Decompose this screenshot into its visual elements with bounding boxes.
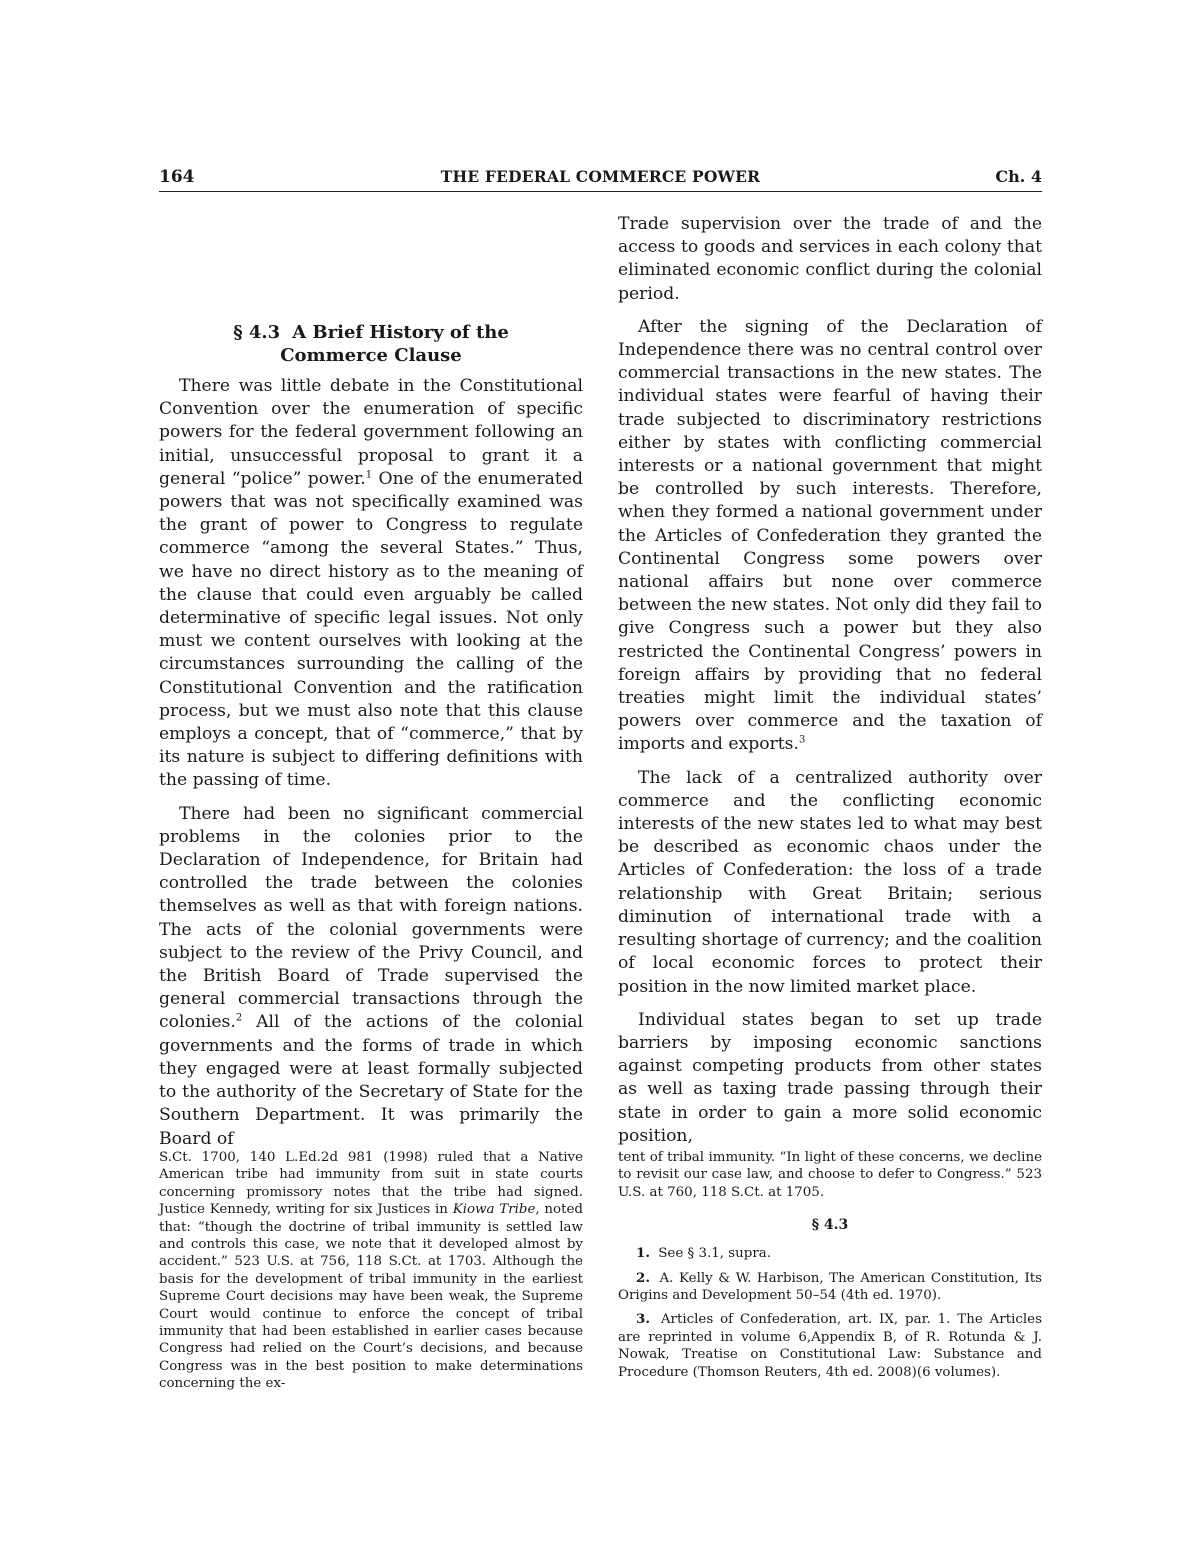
footnote-number: 2.	[636, 1269, 650, 1286]
paragraph-text: After the signing of the Declaration of Independence there was no central control over commercial transactions in the new states. The individual states were fearful of having their trade subjected to discriminatory restrictions either by states with conflicting commercial interests or a national government that might be controlled by such interests. Therefore, when they formed a national government under the Articles of Confederation they granted the Continental Congress some powers over national affairs but none over commerce between the new states. Not only did they fail to give Congress such a power but they also restricted the Continental Congress’ powers in foreign affairs by providing that no federal treaties might limit the individual states’ powers over commerce and the taxation of imports and exports.	[618, 316, 1042, 755]
paragraph	[159, 803, 583, 1151]
section-title-line2: Commerce Clause	[280, 345, 462, 366]
footnote-number: 1.	[636, 1245, 650, 1262]
paragraph-text: One of the enumerated powers that was not specifically examined was the grant of power to Congress to regulate commerce “among the several States.” Thus, we have no direct history as to the meaning of the clause that could even arguably be called determinative of specific legal issues. Not only must we content ourselves with looking at the circumstances surrounding the calling of the Constitutional Convention and the ratification process, but we must also note that this clause employs a concept, that of “commerce,” that by its nature is subject to differing definitions with the passing of time.	[159, 468, 583, 791]
footnote-ref: 2	[235, 1012, 243, 1024]
footnote-text: See § 3.1, supra.	[658, 1246, 771, 1262]
paragraph: Trade supervision over the trade of and the access to goods and services in each colony that eliminated economic conflict during the colonial period.	[618, 214, 1042, 304]
paragraph-text: All of the actions of the colonial governments and the forms of trade in which they engaged were at least formally subjected to the authority of the Secretary of State for the Southern Department. It was primarily the Board of	[159, 1012, 583, 1149]
running-header	[159, 167, 1042, 192]
section-title-line1: A Brief History of the	[292, 322, 509, 343]
footnote-text: Articles of Confederation, art. IX, par. 1. The Articles are reprinted in volume 6,Appendix B, of R. Rotunda & J. Nowak, Treatise on Constitutional Law: Substance and Procedure (Thomson Reuters, 4th ed. 2008)(6 volumes).	[618, 1312, 1042, 1380]
paragraph-text: There had been no significant commercial problems in the colonies prior to the Declaration of Independence, for Britain had controlled the trade between the colonies themselves as well as that with foreign nations. The acts of the colonial governments were subject to the review of the Privy Council, and the British Board of Trade supervised the general commercial transactions through the colonies.	[159, 803, 583, 1033]
section-heading	[159, 321, 583, 367]
footnote-ref: 1	[365, 469, 373, 481]
paragraph: The lack of a centralized authority over commerce and the conflicting economic interests of the new states led to what may best be described as economic chaos under the Articles of Confederation: the loss of a trade relationship with Great Britain; serious diminution of international trade with a resulting shortage of currency; and the coalition of local economic forces to protect their position in the now limited market place.	[618, 767, 1042, 997]
footnotes-right	[618, 1149, 1042, 1381]
footnote-continuation: tent of tribal immunity. “In light of these concerns, we decline to revisit our case law, and choose to defer to Congress.” 523 U.S. at 760, 118 S.Ct. at 1705.	[618, 1150, 1042, 1200]
footnote	[618, 1270, 1042, 1305]
paragraph	[159, 375, 583, 793]
footnote-text: A. Kelly & W. Harbison, The American Constitution, Its Origins and Development 50–54 (4th ed. 1970).	[618, 1270, 1042, 1304]
chapter-label: Ch. 4	[995, 167, 1042, 186]
footnote-section-heading: § 4.3	[811, 1217, 849, 1234]
section-number: § 4.3	[233, 322, 281, 343]
footnote	[618, 1245, 1042, 1262]
footnote-text: S.Ct. 1700, 140 L.Ed.2d 981 (1998) ruled that a Native American tribe had immunity from suit in state courts concerning promissory notes that the tribe had signed. Justice Kennedy, writing for six Justices in	[159, 1150, 583, 1218]
left-column	[159, 213, 583, 1161]
footnote-ref: 3	[798, 734, 806, 746]
page-number: 164	[159, 167, 195, 187]
right-column	[618, 213, 1042, 1158]
paragraph-text: There was little debate in the Constitutional Convention over the enumeration of specific powers for the federal government following an initial, unsuccessful proposal to grant it a general “police” power.	[159, 376, 583, 489]
footnote-text: , noted that: “though the doctrine of tribal immunity is settled law and controls this case, we note that it developed almost by accident.” 523 U.S. at 756, 118 S.Ct. at 1703. Although the basis for the development of tribal immunity in the earliest Supreme Court decisions may have been weak, the Supreme Court would continue to enforce the concept of tribal immunity that had been established in earlier cases because Congress had relied on the Court’s decisions, and because Congress was in the best position to make determinations concerning the ex-	[159, 1202, 583, 1392]
footnote	[618, 1311, 1042, 1381]
case-name: Kiowa Tribe	[452, 1202, 536, 1218]
footnote-number: 3.	[636, 1311, 650, 1328]
paragraph	[618, 316, 1042, 757]
running-title: THE FEDERAL COMMERCE POWER	[440, 167, 761, 186]
paragraph: Individual states began to set up trade barriers by imposing economic sanctions against competing products from other states as well as taxing trade passing through their state in order to gain a more solid economic position,	[618, 1009, 1042, 1146]
footnotes-left	[159, 1149, 583, 1393]
footnote-continuation	[159, 1149, 583, 1393]
